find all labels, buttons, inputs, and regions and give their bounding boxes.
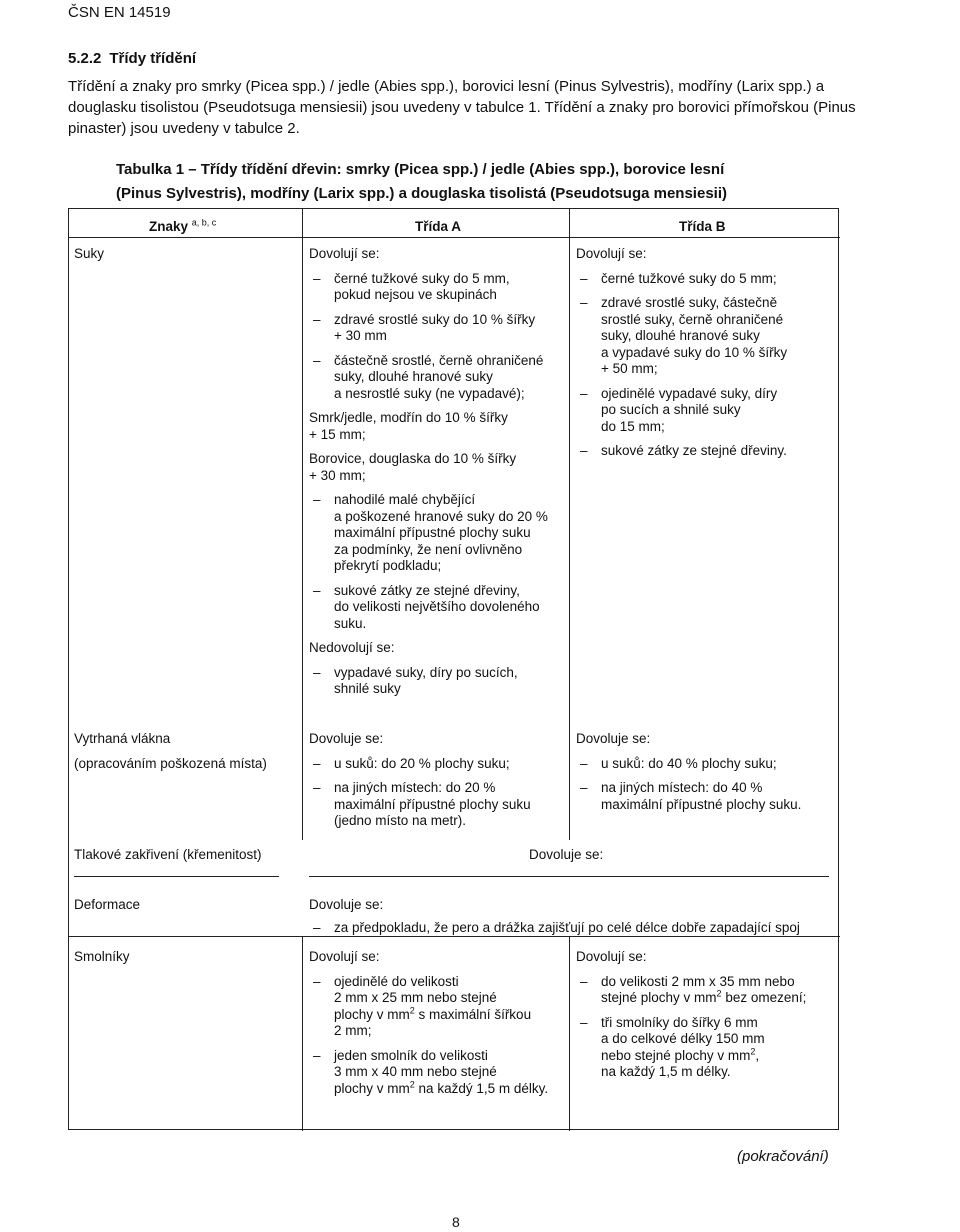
col-divider-2 (569, 209, 570, 840)
row-divider-smolniky (69, 936, 840, 937)
header-znaky: Znaky $^{a, b, c}$ (149, 217, 217, 234)
list-item: – vypadavé suky, díry po sucích, shnilé suky (313, 664, 518, 696)
list-item: – zdravé srostlé suky, částečně srostlé suky, černě ohraničené suky, dlouhé hranové suky a vypadavé suky do 10 % šířky + 50 mm; (580, 295, 788, 376)
tlakove-underline (74, 876, 279, 877)
row-label-vlakna: Vytrhaná vlákna (opracováním poškozená místa) (74, 731, 267, 771)
tlakove-value: Dovoluje se: (529, 847, 604, 862)
list-item: – za předpokladu, že pero a drážka zajišťují po celé délce dobře zapadající spoj (313, 919, 800, 935)
list-item: – na jiných místech: do 20 % maximální přípustné plochy suku (jedno místo na metr). (313, 780, 531, 828)
header-trida-a: Třída A (415, 219, 462, 234)
list-item: – u suků: do 20 % plochy suku; (313, 755, 510, 771)
list-item: – do velikosti 2 mm x 35 mm nebo stejné plochy v $mm^2$ bez omezení; (580, 973, 807, 1005)
list-item: – částečně srostlé, černě ohraničené suky, dlouhé hranové suky a nesrostlé suky (ne vypadavé); (313, 352, 544, 401)
list-item: – tři smolníky do šířky 6 mm a do celkové délky 150 mm nebo stejné plochy v $mm^2$, na každý 1,5 m délky. (580, 1014, 765, 1079)
smolniky-class-a: Dovolují se: – ojedinělé do velikosti 2 mm x 25 mm nebo stejné plochy v $mm^2$ s maximální šířkou 2 mm; – jeden smolník do velikosti 3 mm x 40 mm nebo stejné plochy v $mm^2$ na každý 1,5 m délky. (309, 949, 564, 1097)
vlakna-class-b: Dovoluje se: – u suků: do 40 % plochy suku; – na jiných místech: do 40 % maximální přípustné plochy suku. (576, 731, 836, 813)
col-divider-2b (569, 936, 570, 1131)
list-item: – nahodilé malé chybějící a poškozené hranové suky do 20 % maximální přípustné plochy suku za podmínky, že není ovlivněno překrytí podkladu; (313, 492, 548, 573)
row-label-suky: Suky (74, 246, 105, 261)
list-item: – sukové zátky ze stejné dřeviny, do velikosti největšího dovoleného suku. (313, 582, 540, 631)
list-item: – černé tužkové suky do 5 mm; (580, 270, 777, 286)
document-id: ČSN EN 14519 (68, 4, 171, 21)
row-label-smolniky: Smolníky (74, 949, 130, 964)
section-number: 5.2.2 (68, 50, 102, 67)
list-item: – ojedinělé vypadavé suky, díry po sucích a shnilé suky do 15 mm; (580, 385, 778, 434)
row-label-tlakove: Tlakové zakřivení (křemenitost) (74, 847, 262, 862)
list-item: – ojedinělé do velikosti 2 mm x 25 mm nebo stejné plochy v $mm^2$ s maximální šířkou 2 mm; (313, 973, 532, 1038)
list-item: – sukové zátky ze stejné dřeviny. (580, 443, 787, 458)
header-divider (69, 237, 840, 238)
list-item: – zdravé srostlé suky do 10 % šířky + 30 mm (313, 311, 536, 343)
tlakove-value-underline (309, 876, 829, 877)
header-znaky-footnotes: a, b, c (191, 217, 217, 228)
deformace-value: Dovoluje se: – za předpokladu, že pero a drážka zajišťují po celé délce dobře zapadající spoj (309, 897, 839, 936)
page-number: 8 (452, 1214, 460, 1230)
col-divider-1b (302, 936, 303, 1131)
intro-paragraph: Třídění a znaky pro smrky (Picea spp.) / jedle (Abies spp.), borovici lesní (Pinus Sylvestris), modříny (Larix spp.) a douglasku tisolistou (Pseudotsuga mensiesii) jsou uvedeny v tabulce 1. Třídění a znaky pro borovici přímořskou (Pinus pinaster) jsou uvedeny v tabulce 2. (68, 78, 856, 137)
list-item: – na jiných místech: do 40 % maximální přípustné plochy suku. (580, 780, 802, 812)
table-caption (116, 158, 896, 206)
smolniky-class-b: Dovolují se: – do velikosti 2 mm x 35 mm nebo stejné plochy v $mm^2$ bez omezení; – tři smolníky do šířky 6 mm a do celkové délky 150 mm nebo stejné plochy v $mm^2$, na každý 1,5 m délky. (576, 949, 836, 1081)
header-trida-b: Třída B (679, 219, 726, 234)
list-item: – černé tužkové suky do 5 mm, pokud nejsou ve skupinách (313, 270, 510, 302)
suky-class-b: Dovolují se: – černé tužkové suky do 5 mm; – zdravé srostlé suky, částečně srostlé suky, černě ohraničené suky, dlouhé hranové suky a vypadavé suky do 10 % šířky + 50 mm; – ojedinělé vypadavé suky, díry po sucích a shnilé suky do 15 mm; – sukové zátky ze stejné dřeviny. (576, 246, 836, 460)
suky-class-a: Dovolují se: – černé tužkové suky do 5 mm, pokud nejsou ve skupinách – zdravé srostlé suky do 10 % šířky + 30 mm – částečně srostlé, černě ohraničené suky, dlouhé hranové suky a nesrostlé suky (ne vypadavé); Smrk/jedle, modřín do 10 % šířky + 15 mm; Borovice, douglaska do 10 % šířky + 30 mm; – nahodilé malé chybějící a poškozené hranové suky do 20 % maximální přípustné plochy suku za podmínky, že není ovlivněno překrytí podkladu; – sukové zátky ze stejné dřeviny, do velikosti největšího dovoleného suku. Nedovolují se: – vypadavé suky, díry po sucích, shnilé suky (309, 246, 564, 698)
vlakna-class-a: Dovoluje se: – u suků: do 20 % plochy suku; – na jiných místech: do 20 % maximální přípustné plochy suku (jedno místo na metr). (309, 731, 564, 830)
table-caption-line1: Tabulka 1 – Třídy třídění dřevin: smrky (Picea spp.) / jedle (Abies spp.), borovice lesní (116, 161, 725, 178)
section-title (68, 50, 196, 67)
table-caption-line2: (Pinus Sylvestris), modříny (Larix spp.) a douglaska tisolistá (Pseudotsuga mensiesii) (116, 185, 727, 202)
col-divider-1 (302, 209, 303, 840)
grading-table (68, 208, 839, 1130)
section-title-text: Třídy třídění (109, 50, 197, 67)
list-item: – jeden smolník do velikosti 3 mm x 40 mm nebo stejné plochy v $mm^2$ na každý 1,5 m délky. (313, 1047, 549, 1096)
row-label-deformace: Deformace (74, 897, 141, 912)
list-item: – u suků: do 40 % plochy suku; (580, 755, 777, 771)
continued-note: (pokračování) (737, 1148, 829, 1165)
